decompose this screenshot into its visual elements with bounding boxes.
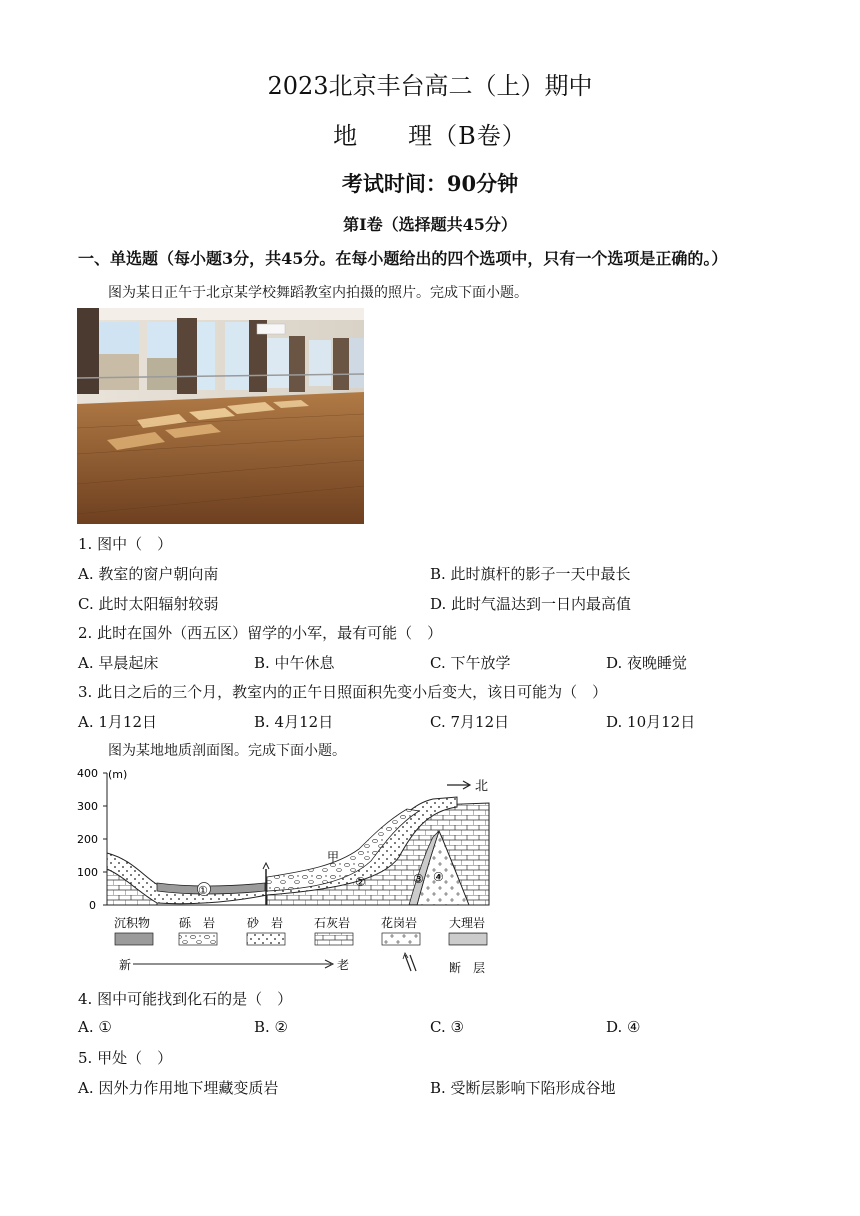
y-tick-200: 200: [77, 833, 98, 846]
question-5-option-b: B. 受断层影响下陷形成谷地: [430, 1079, 616, 1097]
question-3-option-b: B. 4月12日: [254, 713, 334, 731]
fault-symbol-icon: [403, 953, 416, 971]
question-1-stem: 1. 图中（ ）: [78, 535, 173, 553]
legend-label-sediment: 沉积物: [114, 916, 151, 930]
question-4-option-c: C. ③: [430, 1018, 464, 1036]
question-1-option-a: A. 教室的窗户朝向南: [78, 565, 219, 583]
question-2-option-b: B. 中午休息: [254, 654, 335, 672]
question-4-stem: 4. 图中可能找到化石的是（ ）: [78, 990, 293, 1008]
group2-intro: 图为某地地质剖面图。完成下面小题。: [108, 743, 346, 759]
legend-label-limestone: 石灰岩: [314, 916, 351, 930]
subject-title: 地 理（B卷）: [333, 122, 527, 150]
exam-title: 2023北京丰台高二（上）期中: [267, 72, 593, 100]
label-new: 新: [119, 958, 132, 972]
y-tick-0: 0: [89, 899, 96, 912]
question-1-option-b: B. 此时旗杆的影子一天中最长: [430, 565, 631, 583]
question-2-option-a: A. 早晨起床: [78, 654, 159, 672]
legend-label-sandstone: 砂 岩: [247, 916, 284, 930]
exam-time: 考试时间：90分钟: [341, 171, 519, 196]
question-5-option-a: A. 因外力作用地下埋藏变质岩: [78, 1079, 279, 1097]
y-tick-300: 300: [77, 800, 98, 813]
legend-label-conglomerate: 砾 岩: [179, 916, 216, 930]
y-unit: (m): [108, 768, 128, 781]
legend: [114, 915, 487, 945]
question-5-stem: 5. 甲处（ ）: [78, 1049, 173, 1067]
question-4-option-b: B. ②: [254, 1018, 289, 1036]
marker-4: ④: [433, 870, 444, 884]
group1-intro: 图为某日正午于北京某学校舞蹈教室内拍摄的照片。完成下面小题。: [108, 285, 528, 301]
legend-label-fault: 断 层: [449, 961, 486, 975]
marker-3: ③: [413, 872, 424, 886]
question-4-option-a: A. ①: [78, 1018, 112, 1036]
label-old: 老: [337, 958, 350, 972]
geologic-section-diagram: [77, 765, 497, 980]
legend-label-granite: 花岗岩: [381, 916, 418, 930]
north-label: 北: [475, 779, 489, 794]
question-3-stem: 3. 此日之后的三个月，教室内的正午日照面积先变小后变大，该日可能为（ ）: [78, 683, 608, 701]
question-3-option-c: C. 7月12日: [430, 713, 510, 731]
jia-label: 甲: [327, 850, 340, 864]
question-4-option-d: D. ④: [606, 1018, 641, 1036]
section-heading: 一、单选题（每小题3分，共45分。在每小题给出的四个选项中，只有一个选项是正确的。）: [78, 249, 728, 268]
question-2-stem: 2. 此时在国外（西五区）留学的小军，最有可能（ ）: [78, 624, 443, 642]
marker-1: ①: [198, 884, 208, 897]
legend-label-marble: 大理岩: [449, 916, 486, 930]
question-3-option-a: A. 1月12日: [78, 713, 157, 731]
question-3-option-d: D. 10月12日: [606, 713, 696, 731]
question-1-option-d: D. 此时气温达到一日内最高值: [430, 595, 632, 613]
part-title: 第I卷（选择题共45分）: [343, 215, 517, 234]
question-1-option-c: C. 此时太阳辐射较弱: [78, 595, 219, 613]
marker-2: ②: [355, 875, 366, 889]
y-axis-ticks: [103, 773, 107, 905]
y-tick-100: 100: [77, 866, 98, 879]
question-2-option-c: C. 下午放学: [430, 654, 511, 672]
y-tick-400: 400: [77, 767, 98, 780]
question-2-option-d: D. 夜晚睡觉: [606, 654, 688, 672]
classroom-photo: [77, 308, 364, 524]
